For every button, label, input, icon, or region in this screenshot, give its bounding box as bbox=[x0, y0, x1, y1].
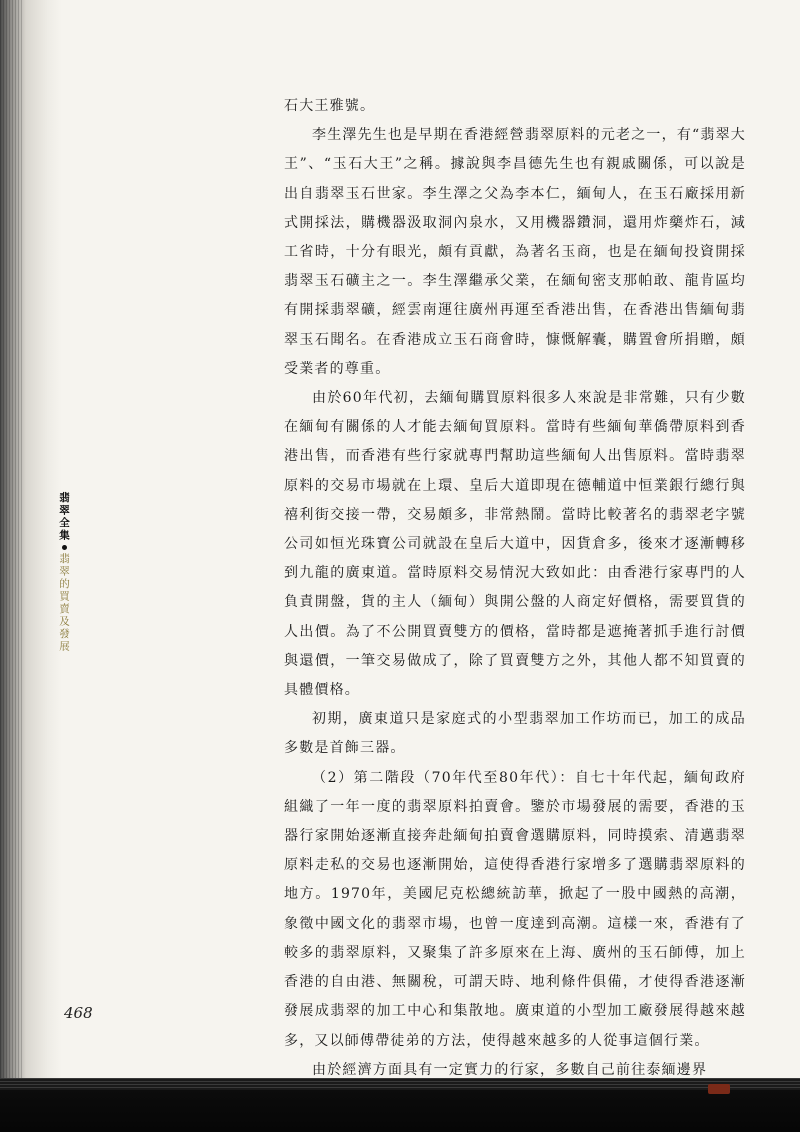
bookmark-ribbon-icon bbox=[708, 1084, 730, 1094]
paragraph-2: 由於60年代初，去緬甸購買原料很多人來說是非常難，只有少數在緬甸有關係的人才能去緬甸買原料。當時有些緬甸華僑帶原料到香港出售，而香港有些行家就專門幫助這些緬甸人出售原料。當時翡翠原料的交易市場就在上環、皇后大道即現在德輔道中恒業銀行總行與禧利街交接一帶，交易頗多，非常熱鬧。當時比較著名的翡翠老字號公司如恒光珠寶公司就設在皇后大道中，因貨倉多，後來才逐漸轉移到九龍的廣東道。當時原料交易情況大致如此：由香港行家專門的人負責開盤，貨的主人（緬甸）與開公盤的人商定好價格，需要買貨的人出價。為了不公開買賣雙方的價格，當時都是遮掩著抓手進行討價與還價，一筆交易做成了，除了買賣雙方之外，其他人都不知買賣的具體價格。 bbox=[284, 390, 746, 699]
paragraph-1: 李生澤先生也是早期在香港經營翡翠原料的元老之一，有“翡翠大王”、“玉石大王”之稱。據說與李昌德先生也有親戚關係，可以說是出自翡翠玉石世家。李生澤之父為李本仁，緬甸人，在玉石廠採用新式開採法，購機器汲取洞內泉水，又用機器鑽洞，還用炸藥炸石，減工省時，十分有眼光，頗有貢獻，為著名玉商，也是在緬甸投資開採翡翠玉石礦主之一。李生澤繼承父業，在緬甸密支那帕敢、龍肯區均有開採翡翠礦，經雲南運往廣州再運至香港出售，在香港出售緬甸翡翠玉石聞名。在香港成立玉石商會時，慷慨解囊，購置會所捐贈，頗受業者的尊重。 bbox=[284, 127, 746, 377]
side-running-title bbox=[56, 492, 72, 653]
paragraph-5: 由於經濟方面具有一定實力的行家，多數自己前往泰緬邊界 bbox=[312, 1061, 708, 1078]
paragraph-3: 初期，廣東道只是家庭式的小型翡翠加工作坊而已，加工的成品多數是首飾三器。 bbox=[284, 711, 746, 757]
paragraph-4: （2）第二階段（70年代至80年代）：自七十年代起，緬甸政府組織了一年一度的翡翠原料拍賣會。鑒於市場發展的需要，香港的玉器行家開始逐漸直接奔赴緬甸拍賣會選購原料，同時摸索、清邁翡翠原料走私的交易也逐漸開始，這使得香港行家增多了選購翡翠原料的地方。1970年，美國尼克松總統訪華，掀起了一股中國熱的高潮，象徵中國文化的翡翠市場，也曾一度達到高潮。這樣一來，香港有了較多的翡翠原料，又聚集了許多原來在上海、廣州的玉石師傅，加上香港的自由港、無關稅，可謂天時、地利條件俱備，才使得香港逐漸發展成翡翠的加工中心和集散地。廣東道的小型加工廠發展得越來越多，又以師傅帶徒弟的方法，使得越來越多的人從事這個行業。 bbox=[284, 769, 746, 1049]
page-edge-lines bbox=[0, 0, 22, 1080]
separator-dot-icon bbox=[62, 545, 67, 550]
scan-bottom-edge bbox=[0, 1078, 800, 1132]
paragraph-0: 石大王雅號。 bbox=[284, 98, 376, 114]
series-title: 翡翠全集 bbox=[58, 492, 70, 542]
body-text bbox=[284, 92, 746, 1085]
page-number: 468 bbox=[64, 1004, 93, 1022]
chapter-title: 翡翠的買賣及發展 bbox=[58, 553, 70, 653]
page-stack-edge bbox=[0, 1078, 800, 1090]
